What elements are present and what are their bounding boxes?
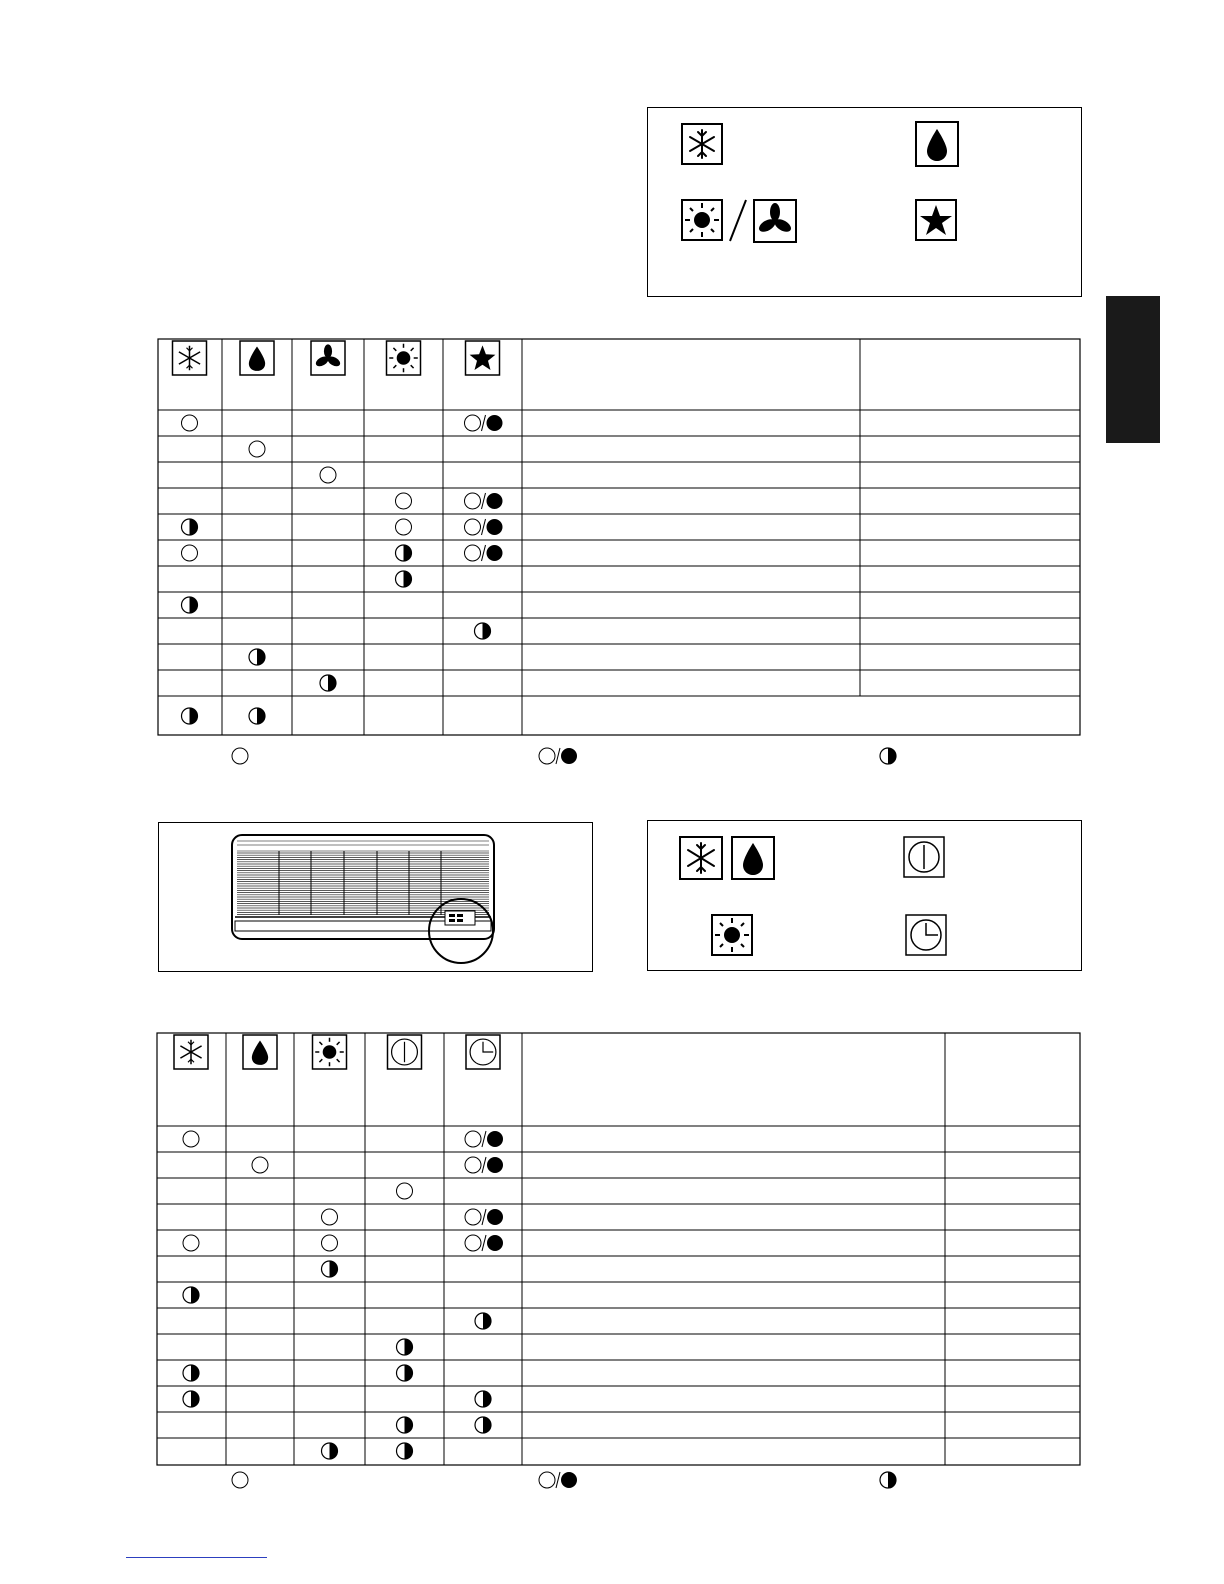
table-row [320,675,336,691]
unit-illustration-box [158,822,593,972]
lamp-on-or-off-mark [465,1131,503,1147]
lamp-flashing-mark [182,597,198,613]
sun-icon [682,200,722,240]
sun-icon [313,1035,347,1069]
lamp-flashing-mark [475,1417,491,1433]
fan-icon [754,200,796,242]
lamp-flashing-mark [182,519,198,535]
table-row [249,649,265,665]
lamp-on-mark [396,493,412,509]
snowflake-icon [682,124,722,164]
power-icon [904,837,944,877]
power-icon [388,1035,422,1069]
mark-legend [0,1465,1224,1495]
table-row [183,1287,199,1303]
lamp-on-mark [397,1183,413,1199]
lamp-on-or-off-mark [539,1472,577,1488]
lamp-on-mark [182,545,198,561]
lamp-flashing-mark [397,1365,413,1381]
lamp-flashing-mark [475,623,491,639]
lamp-on-mark [232,1472,248,1488]
lamp-flashing-mark [397,1443,413,1459]
mode-indicator-table-2 [156,1032,1084,1498]
lamp-on-mark [183,1131,199,1147]
lamp-on-mark [252,1157,268,1173]
lamp-on-or-off-mark [465,1235,503,1251]
table-row [322,1443,413,1459]
lamp-on-mark [249,441,265,457]
lamp-flashing-mark [322,1261,338,1277]
snowflake-icon [680,837,722,879]
lamp-on-mark [396,519,412,535]
fan-icon [311,341,345,375]
table-row [182,415,503,431]
lamp-on-or-off-mark [539,748,577,764]
lamp-flashing-mark [397,1339,413,1355]
lamp-flashing-mark [475,1391,491,1407]
lamp-on-mark [322,1209,338,1225]
table-row [183,1131,503,1147]
clock-icon [906,915,946,955]
lamp-on-or-off-mark [465,1157,503,1173]
table-row [252,1157,503,1173]
lamp-flashing-mark [396,571,412,587]
table-row [182,545,503,561]
lamp-flashing-mark [249,649,265,665]
drop-icon [243,1035,277,1069]
lamp-flashing-mark [249,708,265,724]
lamp-on-mark [183,1235,199,1251]
table-row [396,571,412,587]
lamp-flashing-mark [183,1365,199,1381]
lamp-on-or-off-mark [465,545,503,561]
table-row [182,597,198,613]
drop-icon [916,122,958,166]
star-icon [916,200,956,240]
table-row [182,519,503,535]
drop-icon [732,837,774,879]
slash-divider [730,200,746,241]
table-row [322,1261,338,1277]
lamp-on-or-off-mark [465,415,503,431]
clock-icon [466,1035,500,1069]
table-row [183,1365,413,1381]
lamp-flashing-mark [183,1391,199,1407]
table-row [183,1391,491,1407]
sun-icon [387,341,421,375]
table-row [397,1339,413,1355]
table-row [475,623,491,639]
lamp-flashing-mark [183,1287,199,1303]
lamp-flashing-mark [322,1443,338,1459]
mark-legend [0,741,1224,771]
air-conditioner-unit-drawing [232,835,494,939]
legend-box-bottom [647,820,1082,971]
table-row [320,467,336,483]
footer-link[interactable] [126,1557,267,1558]
lamp-flashing-mark [475,1313,491,1329]
lamp-flashing-mark [880,1472,896,1488]
table-row [322,1209,504,1225]
mode-indicator-table-1 [157,338,1081,736]
lamp-on-or-off-mark [465,493,503,509]
lamp-on-mark [322,1235,338,1251]
lamp-on-mark [182,415,198,431]
lamp-flashing-mark [880,748,896,764]
language-tab [1106,296,1160,443]
table-row [182,708,266,724]
table-row [249,441,265,457]
sun-icon [712,915,752,955]
lamp-flashing-mark [320,675,336,691]
lamp-on-mark [320,467,336,483]
lamp-flashing-mark [182,708,198,724]
table-row [396,493,503,509]
legend-box-top [647,107,1082,297]
lamp-on-mark [232,748,248,764]
table-row [183,1235,503,1251]
drop-icon [240,341,274,375]
lamp-on-or-off-mark [465,1209,503,1225]
star-icon [466,341,500,375]
lamp-on-or-off-mark [465,519,503,535]
lamp-flashing-mark [396,545,412,561]
snowflake-icon [173,341,207,375]
table-row [397,1183,413,1199]
table-row [475,1313,491,1329]
snowflake-icon [174,1035,208,1069]
lamp-flashing-mark [397,1417,413,1433]
